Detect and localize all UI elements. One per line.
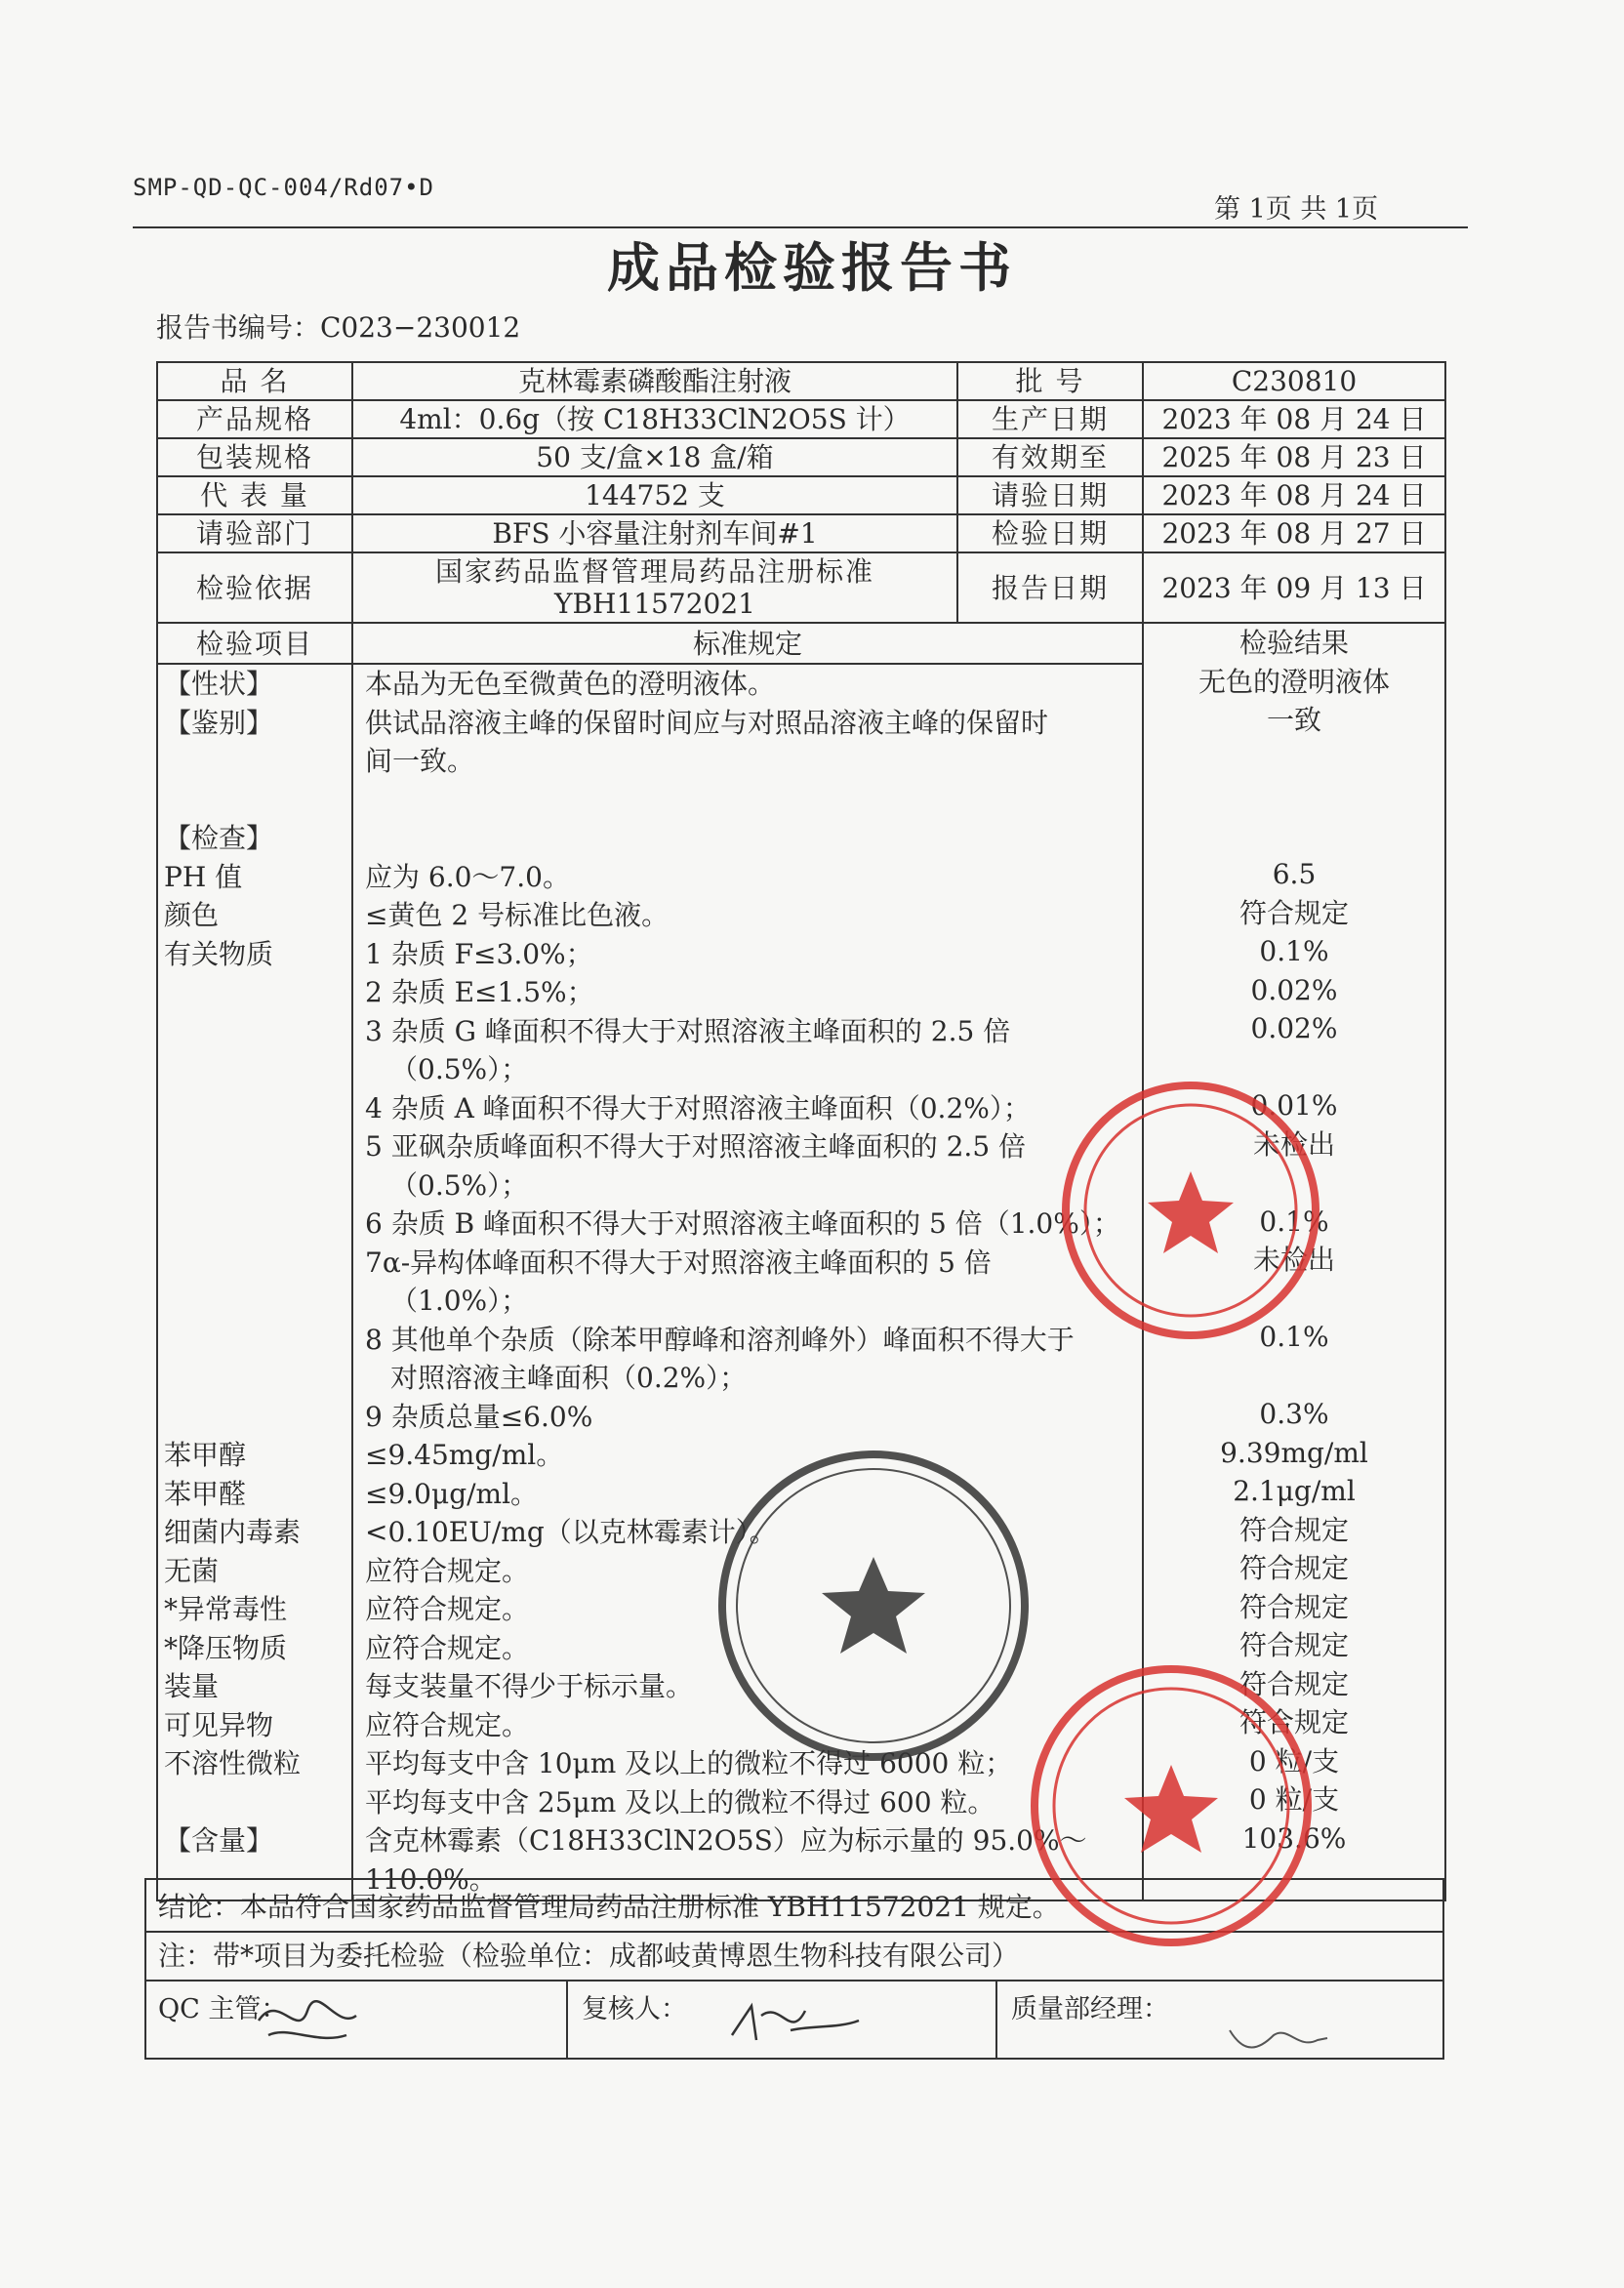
result-value: 0.02% xyxy=(1250,1012,1338,1044)
standard-line: 110.0%。 xyxy=(365,1862,497,1896)
test-item-label: 【检查】 xyxy=(164,822,274,854)
product-name: 克林霉素磷酸酯注射液 xyxy=(352,362,957,400)
standard-line: ≤9.0μg/ml。 xyxy=(365,1477,539,1510)
standard-line: （0.5%）； xyxy=(390,1053,529,1085)
result-value: 0.1% xyxy=(1259,1321,1329,1353)
test-item-label: 【鉴别】 xyxy=(164,706,274,739)
manager-signature xyxy=(1220,2011,1337,2060)
pack-label: 包装规格 xyxy=(157,438,352,476)
standard-line: 应为 6.0～7.0。 xyxy=(365,860,570,893)
standard-line: 应符合规定。 xyxy=(365,1554,530,1587)
row-dept xyxy=(157,514,1445,552)
report-number: 报告书编号：C023−230012 xyxy=(156,311,521,344)
standard-line: 含克林霉素（C18H33ClN2O5S）应为标示量的 95.0%～ xyxy=(365,1824,1087,1857)
signature-divider xyxy=(566,1980,568,2058)
standard-line: （1.0%）； xyxy=(390,1285,529,1317)
result-value xyxy=(1144,740,1444,779)
result-value: 0.01% xyxy=(1250,1089,1338,1122)
test-item-label: 颜色 xyxy=(164,899,220,931)
note: 注：带*项目为委托检验（检验单位：成都岐黄博恩生物科技有限公司） xyxy=(144,1931,1444,1982)
item-lines xyxy=(158,665,351,1899)
result-value: 一致 xyxy=(1266,704,1321,736)
standard-line: 2 杂质 E≤1.5%； xyxy=(365,976,594,1008)
test-item-label xyxy=(158,1282,351,1321)
qc-supervisor-label: QC 主管： xyxy=(158,1994,288,2024)
standard-line: 间一致。 xyxy=(365,745,475,777)
test-item-label: 有关物质 xyxy=(164,937,274,970)
column-item-header: 检验项目 xyxy=(157,623,352,664)
qc-signature xyxy=(249,1982,366,2050)
row-basis xyxy=(157,552,1445,623)
result-value xyxy=(1144,778,1444,817)
standard-line: 每支装量不得少于标示量。 xyxy=(365,1670,694,1702)
standard-line: 平均每支中含 10μm 及以上的微粒不得过 6000 粒； xyxy=(365,1747,1013,1779)
result-value: 符合规定 xyxy=(1238,896,1349,929)
item-column xyxy=(157,664,352,1900)
test-item-label xyxy=(158,1050,351,1089)
standard-line: ≤黄色 2 号标准比色液。 xyxy=(365,899,670,931)
exp-date-label: 有效期至 xyxy=(957,438,1143,476)
test-item-label xyxy=(158,1244,351,1283)
request-date: 2023 年 08 月 24 日 xyxy=(1143,476,1445,514)
signature-divider xyxy=(995,1980,997,2058)
standard-line: 应符合规定。 xyxy=(365,1631,530,1664)
test-item-label xyxy=(158,1359,351,1398)
reviewer-label: 复核人： xyxy=(582,1994,687,2024)
test-item-label: 苯甲醛 xyxy=(164,1477,247,1510)
basis-line-1: 国家药品监督管理局药品注册标准 xyxy=(434,555,874,588)
basis-label: 检验依据 xyxy=(157,552,352,623)
basis-value xyxy=(352,552,957,623)
request-date-label: 请验日期 xyxy=(957,476,1143,514)
exp-date: 2025 年 08 月 23 日 xyxy=(1143,438,1445,476)
standard-line: 平均每支中含 25μm 及以上的微粒不得过 600 粒。 xyxy=(365,1785,995,1818)
result-value: 无色的澄明液体 xyxy=(1198,665,1390,698)
seal-stamp-sichuan xyxy=(1025,1659,1318,1952)
standard-line: （0.5%）； xyxy=(390,1168,529,1202)
mfg-date: 2023 年 08 月 24 日 xyxy=(1143,400,1445,438)
standard-line xyxy=(353,819,1142,858)
test-item-label xyxy=(158,1398,351,1437)
test-item-label xyxy=(158,973,351,1012)
test-item-label: 细菌内毒素 xyxy=(164,1516,302,1548)
page-info: 第 1页 共 1页 xyxy=(1214,194,1379,225)
conclusion: 结论：本品符合国家药品监督管理局药品注册标准 YBH11572021 规定。 xyxy=(144,1878,1444,1933)
result-value: 未检出 xyxy=(1252,1244,1335,1276)
standard-line: 应符合规定。 xyxy=(365,1708,530,1741)
test-item-label xyxy=(158,781,351,820)
standard-line: 5 亚砜杂质峰面积不得大于对照溶液主峰面积的 2.5 倍 xyxy=(365,1130,1027,1163)
result-value: 符合规定 xyxy=(1238,1590,1349,1623)
standard-line: 1 杂质 F≤3.0%； xyxy=(365,937,593,970)
result-value: 103.6% xyxy=(1241,1821,1347,1855)
report-date-label: 报告日期 xyxy=(957,552,1143,623)
spec-value: 4ml：0.6g（按 C18H33ClN2O5S 计） xyxy=(352,400,957,438)
qty-value: 144752 支 xyxy=(352,476,957,514)
test-item-label: *降压物质 xyxy=(164,1631,288,1664)
row-qty xyxy=(157,476,1445,514)
result-value: 未检出 xyxy=(1252,1127,1335,1161)
test-item-label: *异常毒性 xyxy=(164,1593,288,1625)
test-item-label xyxy=(158,1166,351,1205)
dept-label: 请验部门 xyxy=(157,514,352,552)
result-value: 0.02% xyxy=(1250,973,1338,1006)
test-item-label xyxy=(158,1321,351,1360)
result-value xyxy=(1144,1357,1444,1396)
result-value: 6.5 xyxy=(1272,858,1317,890)
standard-line: 供试品溶液主峰的保留时间应与对照品溶液主峰的保留时 xyxy=(365,706,1049,739)
test-item-label: 可见异物 xyxy=(164,1708,274,1741)
result-value: 2.1μg/ml xyxy=(1233,1475,1356,1507)
result-value: 符合规定 xyxy=(1238,1629,1349,1661)
test-date-label: 检验日期 xyxy=(957,514,1143,552)
test-item-label: 苯甲醇 xyxy=(164,1439,247,1471)
quality-manager-label: 质量部经理： xyxy=(1011,1994,1169,2024)
test-item-label: 无菌 xyxy=(164,1554,220,1587)
row-product xyxy=(157,362,1445,400)
pack-value: 50 支/盒×18 盒/箱 xyxy=(352,438,957,476)
batch-label: 批 号 xyxy=(957,362,1143,400)
standard-line: 3 杂质 G 峰面积不得大于对照溶液主峰面积的 2.5 倍 xyxy=(365,1014,1011,1047)
standard-line: ≤9.45mg/ml。 xyxy=(365,1439,564,1471)
standard-line: 对照溶液主峰面积（0.2%）； xyxy=(390,1362,748,1394)
test-item-label xyxy=(158,742,351,781)
result-value: 符合规定 xyxy=(1238,1667,1349,1700)
result-value: 0.1% xyxy=(1259,1205,1329,1238)
result-value: 符合规定 xyxy=(1238,1513,1349,1546)
seal-stamp-chengdu-pushi xyxy=(712,1445,1035,1767)
batch-number: C230810 xyxy=(1143,362,1445,400)
result-value xyxy=(1144,817,1444,856)
test-item-label: 【性状】 xyxy=(164,668,274,700)
product-name-label: 品 名 xyxy=(157,362,352,400)
seal-stamp-jiangsu xyxy=(1054,1074,1327,1347)
standard-line: 8 其他单个杂质（除苯甲醇峰和溶剂峰外）峰面积不得大于 xyxy=(365,1323,1075,1356)
basis-line-2: YBH11572021 xyxy=(554,588,755,620)
row-spec xyxy=(157,400,1445,438)
test-item-label: 不溶性微粒 xyxy=(164,1747,302,1779)
column-standard-header: 标准规定 xyxy=(352,623,1143,664)
result-value: 符合规定 xyxy=(1238,1552,1349,1584)
spec-label: 产品规格 xyxy=(157,400,352,438)
standard-line: 9 杂质总量≤6.0% xyxy=(365,1400,593,1433)
result-value: 检验结果 xyxy=(1238,627,1349,659)
result-value: 0 粒/支 xyxy=(1248,1783,1340,1816)
document-code: SMP-QD-QC-004/Rd07•D xyxy=(133,174,434,201)
test-item-label xyxy=(158,1205,351,1244)
row-column-headers xyxy=(157,623,1445,664)
result-value: 0.1% xyxy=(1259,935,1329,967)
report-date: 2023 年 09 月 13 日 xyxy=(1143,552,1445,623)
test-item-label: 装量 xyxy=(164,1670,220,1702)
standard-line: <0.10EU/mg（以克林霉素计）。 xyxy=(365,1516,777,1548)
standard-line: 本品为无色至微黄色的澄明液体。 xyxy=(365,668,776,700)
dept-value: BFS 小容量注射剂车间#1 xyxy=(352,514,957,552)
standard-line: 4 杂质 A 峰面积不得大于对照溶液主峰面积（0.2%）； xyxy=(365,1091,1031,1124)
result-value: 0 粒/支 xyxy=(1248,1744,1340,1777)
mfg-date-label: 生产日期 xyxy=(957,400,1143,438)
reviewer-signature xyxy=(722,1991,869,2050)
test-item-label xyxy=(158,1127,351,1166)
test-item-label xyxy=(158,1089,351,1128)
standard-line: 6 杂质 B 峰面积不得大于对照溶液主峰面积的 5 倍（1.0%）； xyxy=(365,1207,1120,1240)
test-item-label: 【含量】 xyxy=(164,1824,274,1857)
test-item-label xyxy=(158,1783,351,1822)
test-date: 2023 年 08 月 27 日 xyxy=(1143,514,1445,552)
qty-label: 代 表 量 xyxy=(157,476,352,514)
test-item-label xyxy=(158,1012,351,1051)
result-value: 0.3% xyxy=(1259,1398,1329,1430)
result-value: 9.39mg/ml xyxy=(1220,1436,1368,1469)
result-value: 符合规定 xyxy=(1238,1706,1349,1738)
row-pack xyxy=(157,438,1445,476)
standard-line xyxy=(353,781,1142,820)
standard-line: 应符合规定。 xyxy=(365,1593,530,1625)
page-title: 成品检验报告书 xyxy=(607,236,1017,299)
test-item-label: PH 值 xyxy=(164,860,243,893)
standard-line: 7α-异构体峰面积不得大于对照溶液主峰面积的 5 倍 xyxy=(365,1246,992,1279)
